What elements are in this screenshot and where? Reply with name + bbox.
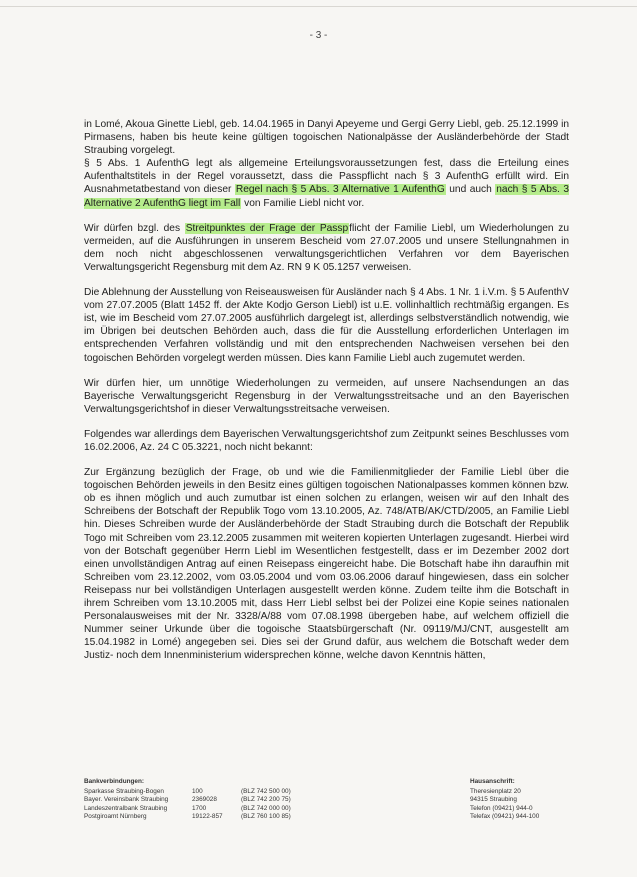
highlight-1a: Regel nach § 5 Abs. 3 Alternative 1 AufenthG bbox=[235, 184, 445, 196]
paragraph-5: Wir dürfen hier, um unnötige Wiederholungen zu vermeiden, auf unsere Nachsendungen an das Bayerische Verwaltungsgericht Regensburg in der Verwaltungsstreitsache und an den Bayerischen Verwaltungsgerichtshof in dieser Verwaltungsstreitsache verweisen. bbox=[84, 377, 569, 415]
bank-blz: (BLZ 742 000 00) bbox=[241, 804, 291, 812]
bank-name: Sparkasse Straubing-Bogen bbox=[84, 788, 164, 796]
paragraph-6: Folgendes war allerdings dem Bayerischen Verwaltungsgerichtshof zum Zeitpunkt seines Beschlusses vom 16.02.2006, Az. 24 C 05.3221, noch nicht bekannt: bbox=[84, 428, 569, 453]
address-line: 94315 Straubing bbox=[470, 796, 517, 804]
address-line: Theresienplatz 20 bbox=[470, 788, 521, 796]
bank-account: 19122-857 bbox=[192, 812, 223, 820]
address-line: Telefax (09421) 944-100 bbox=[470, 812, 540, 820]
bank-name: Bayer. Vereinsbank Straubing bbox=[84, 796, 169, 804]
bank-blz: (BLZ 742 200 75) bbox=[241, 796, 291, 804]
bank-account: 2369028 bbox=[192, 796, 217, 804]
paragraph-3-start: Wir dürfen bzgl. des bbox=[84, 222, 185, 234]
highlight-2: Streitpunktes der Frage der Passp bbox=[185, 222, 349, 234]
address-label: Hausanschrift: bbox=[470, 778, 515, 785]
bank-blz: (BLZ 760 100 85) bbox=[241, 812, 291, 820]
scan-artifact bbox=[0, 6, 637, 7]
bank-name: Postgiroamt Nürnberg bbox=[84, 812, 147, 820]
paragraph-1: in Lomé, Akoua Ginette Liebl, geb. 14.04.1965 in Danyi Apeyeme und Gergi Gerry Liebl, geb. 25.12.1999 in Pirmasens, haben bis heute keine gültigen togoischen Nationalpässe der Ausländerbehörde der Stadt Straubing vorgelegt. bbox=[84, 119, 569, 157]
bank-account: 100 bbox=[192, 788, 203, 796]
bank-name: Landeszentralbank Straubing bbox=[84, 804, 168, 812]
paragraph-2-start: § 5 Abs. 1 AufenthG legt als allgemeine Erteilungsvoraussetzungen fest, dass die Erteilung eines Aufenthaltstitels in der Regel voraussetzt, dass die Passpflicht nach § 3 AufenthG erfüllt wird. Ein Ausnahmetatbestand von dieser bbox=[84, 158, 569, 196]
paragraph-2 bbox=[84, 157, 569, 209]
letter-body bbox=[84, 118, 569, 674]
paragraph-3-end: flicht der Familie Liebl, um Wiederholungen zu vermeiden, auf die Ausführungen in unserem Bescheid vom 27.07.2005 und unsere Stellungnahmen in dem noch nicht abgeschlossenen verwaltungsgerichtlichen Verfahren vor dem Bayerischen Verwaltungsgericht Regensburg mit dem Az. RN 9 K 05.1257 verweisen. bbox=[84, 222, 569, 273]
paragraph-2-mid: und auch bbox=[445, 184, 496, 196]
address-line: Telefon (09421) 944-0 bbox=[470, 804, 533, 812]
highlight-1b: nach § 5 Abs. 3 Alternative 2 AufenthG liegt im Fall bbox=[84, 184, 569, 209]
paragraph-2-end: von Familie Liebl nicht vor. bbox=[241, 197, 365, 209]
paragraph-3 bbox=[84, 222, 569, 274]
bank-blz: (BLZ 742 500 00) bbox=[241, 788, 291, 796]
page-number: - 3 - bbox=[309, 30, 328, 41]
paragraph-7: Zur Ergänzung bezüglich der Frage, ob und wie die Familienmitglieder der Familie Liebl über die togoischen Behörden jeweils in den Besitz eines gültigen togoischen Nationalpasses kommen können bzw. ob es ihnen möglich und auch zumutbar ist einen solchen zu erlangen, weisen wir auf den Inhalt des Schreibens der Botschaft der Republik Togo vom 13.10.2005, Az. 748/ATB/AK/CTD/2005, an Familie Liebl hin. Dieses Schreiben wurde der Ausländerbehörde der Stadt Straubing durch die Botschaft der Republik Togo mit Schreiben vom 23.12.2005 zusammen mit weiteren kopierten Unterlagen zugesandt. Hierbei wird von der Botschaft gegenüber Herrn Liebl im Wesentlichen festgestellt, dass er im Dezember 2002 dort einen unvollständigen Antrag auf einen Reisepass eingereicht habe. Die Botschaft habe ihn daraufhin mit Schreiben vom 23.12.2002, vom 03.05.2004 und vom 03.06.2006 darauf hingewiesen, dass ein solcher Reisepass nur bei vollständigen Unterlagen ausgestellt werden könne. Zudem teilte ihm die Botschaft in ihrem Schreiben vom 13.10.2005 mit, dass Herr Liebl selbst bei der Polizei eine Kopie seines nationalen Personalausweises mit der Nr. 3328/A/88 vom 07.08.1998 übergeben habe, auf welchem offiziell die Nummer seiner Urkunde über die togoische Staatsbürgerschaft (Nr. 09119/MJ/CNT, ausgestellt am 15.04.1982 in Lomé) angegeben sei. Dies sei der Grund dafür, aus welchem die Botschaft weder dem Justiz- noch dem Innenministerium widersprechen könne, welche davon Kenntnis hätten, bbox=[84, 467, 569, 662]
paragraph-4: Die Ablehnung der Ausstellung von Reiseausweisen für Ausländer nach § 4 Abs. 1 Nr. 1 i.V.m. § 5 AufenthV vom 27.07.2005 (Blatt 1452 ff. der Akte Kodjo Gerson Liebl) ist u.E. vollinhaltlich rechtmäßig ergangen. Es ist, wie im Bescheid vom 27.07.2005 ausführlich dargelegt ist, allerdings selbstverständlich notwendig, wie im Übrigen bei deutschen Behörden auch, dass die für die Ausstellung erforderlichen Unterlagen im entsprechenden Verfahren vollständig und mit den entsprechenden Nachweisen versehen bei den togoischen Behörden vorgelegt werden müssen. Dies kann Familie Liebl auch zugemutet werden. bbox=[84, 287, 569, 364]
bank-label: Bankverbindungen: bbox=[84, 778, 145, 785]
bank-account: 1700 bbox=[192, 804, 207, 812]
